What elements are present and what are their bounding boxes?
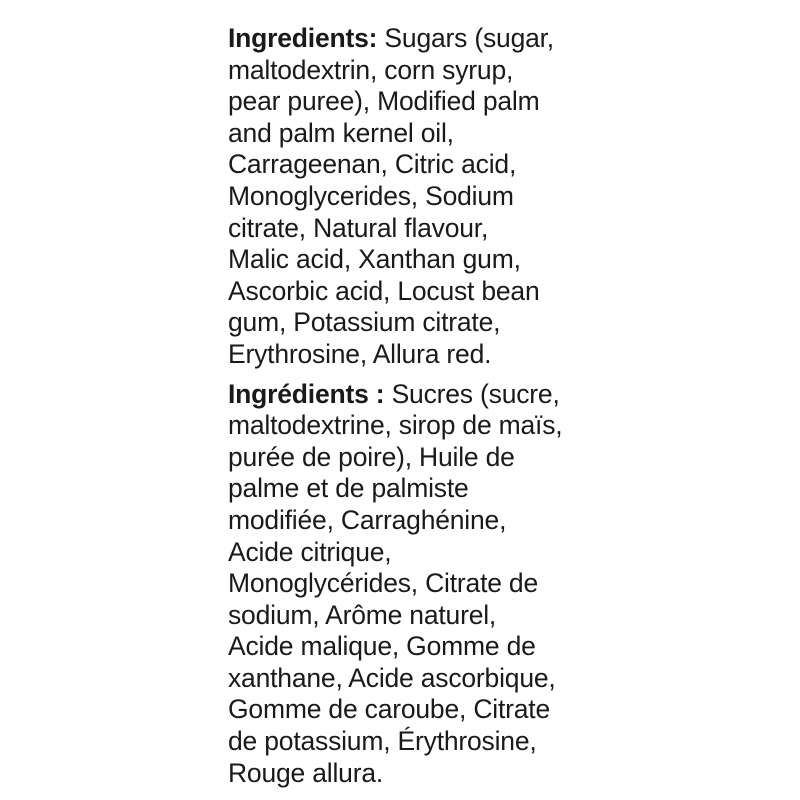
- ingredients-french-line: palme et de palmiste: [228, 473, 469, 504]
- ingredients-english: [228, 23, 788, 371]
- ingredients-english-line: pear puree), Modified palm: [228, 86, 540, 117]
- ingredients-french-line: xanthane, Acide ascorbique,: [228, 662, 556, 693]
- ingredients-french-line: Monoglycérides, Citrate de: [228, 568, 539, 599]
- ingredients-french-line: Gomme de caroube, Citrate: [228, 694, 550, 725]
- ingredients-english-line: Ascorbic acid, Locust bean: [228, 275, 540, 306]
- ingredients-english-heading: Ingredients:: [228, 23, 378, 53]
- ingredients-english-line: Carrageenan, Citric acid,: [228, 149, 517, 180]
- ingredients-english-line: citrate, Natural flavour,: [228, 212, 489, 243]
- ingredients-french-line: modifiée, Carraghénine,: [228, 504, 507, 535]
- ingredients-french-line: Rouge allura.: [228, 757, 384, 788]
- ingredients-french-line: Acide malique, Gomme de: [228, 631, 536, 662]
- ingredients-french-line: purée de poire), Huile de: [228, 441, 515, 472]
- ingredients-english-line: maltodextrin, corn syrup,: [228, 54, 514, 85]
- ingredients-french-heading: Ingrédients :: [228, 378, 385, 409]
- ingredients-english-text: Sugars (sugar,: [377, 23, 554, 53]
- ingredients-french-line: Acide citrique,: [228, 536, 392, 567]
- ingredients-french-text: Sucres (sucre,: [384, 378, 560, 409]
- ingredients-english-line: Monoglycerides, Sodium: [228, 180, 514, 211]
- ingredients-french-line-1: [228, 379, 788, 411]
- ingredients-french-line: sodium, Arôme naturel,: [228, 599, 497, 630]
- ingredients-english-line: Malic acid, Xanthan gum,: [228, 244, 521, 275]
- ingredients-english-line: and palm kernel oil,: [228, 117, 454, 148]
- ingredients-french-line: maltodextrine, sirop de maïs,: [228, 410, 563, 441]
- ingredients-french-line: de potassium, Érythrosine,: [228, 726, 537, 757]
- ingredients-panel: [228, 23, 788, 789]
- ingredients-english-line: Erythrosine, Allura red.: [228, 338, 492, 369]
- ingredients-english-line: gum, Potassium citrate,: [228, 307, 501, 338]
- ingredients-french: [228, 379, 788, 790]
- ingredients-english-line-1: [228, 23, 788, 55]
